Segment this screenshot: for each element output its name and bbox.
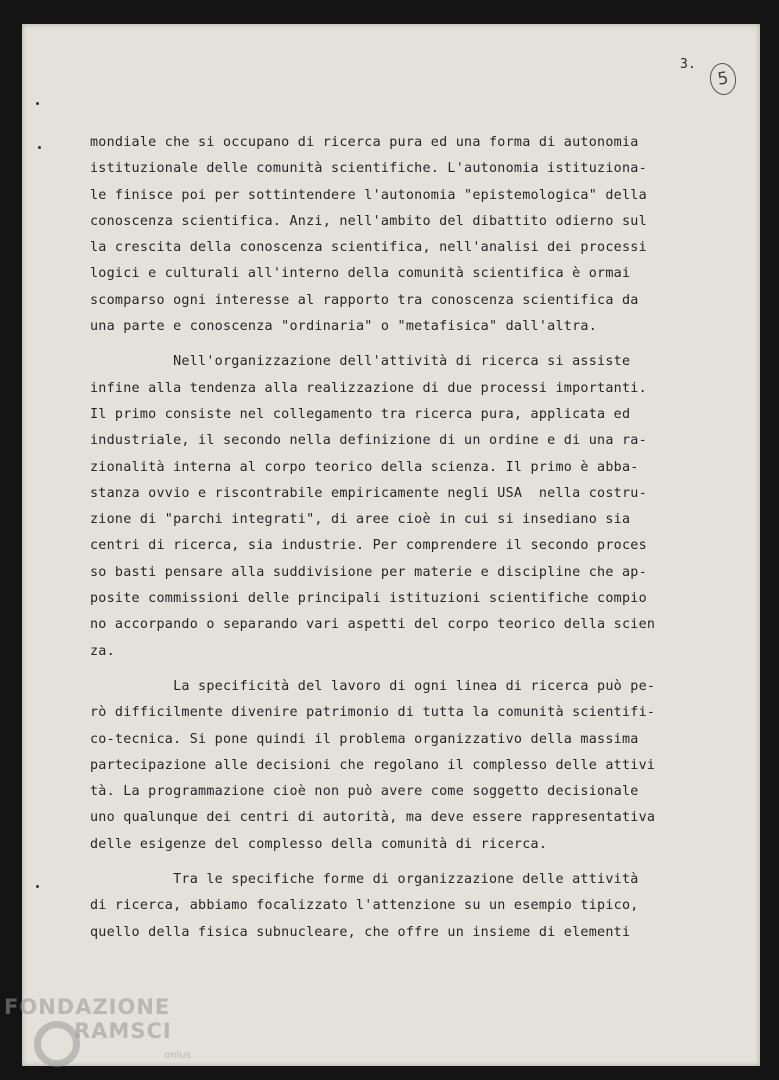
document-body [90,130,720,946]
text-line: di ricerca, abbiamo focalizzato l'attenzione su un esempio tipico, [90,898,639,914]
text-line: Il primo consiste nel collegamento tra ricerca pura, applicata ed [90,406,631,422]
paper-speck [36,102,39,105]
text-line: posite commissioni delle principali istituzioni scientifiche compio [90,591,647,607]
watermark-sub: onlus [164,1050,191,1061]
paragraph-3 [90,674,720,858]
text-line: industriale, il secondo nella definizione di un ordine e di una ra- [90,433,647,449]
text-line: zionalità interna al corpo teorico della scienza. Il primo è abba- [90,459,639,475]
text-line: partecipazione alle decisioni che regolano il complesso delle attivi [90,757,656,773]
paragraph-4 [90,867,720,946]
text-line: so basti pensare alla suddivisione per materie e discipline che ap- [90,564,647,580]
text-line: Nell'organizzazione dell'attività di ricerca si assiste [90,354,631,370]
folio-stamp: 5 [708,61,738,96]
page-number: 3. [680,57,696,72]
text-line: delle esigenze del complesso della comunità di ricerca. [90,836,548,852]
text-line: centri di ricerca, sia industrie. Per comprendere il secondo proces [90,538,647,554]
text-line: logici e culturali all'interno della comunità scientifica è ormai [90,266,631,282]
text-line: za. [90,643,115,659]
text-line: mondiale che si occupano di ricerca pura ed una forma di autonomia [90,135,639,150]
text-line: conoscenza scientifica. Anzi, nell'ambito del dibattito odierno sul [90,213,647,229]
text-line: infine alla tendenza alla realizzazione di due processi importanti. [90,380,647,396]
paper-speck [38,146,41,149]
text-line: le finisce poi per sottintendere l'autonomia "epistemologica" della [90,187,647,203]
fondazione-gramsci-watermark [4,995,204,1075]
paragraph-2 [90,349,720,665]
text-line: La specificità del lavoro di ogni linea di ricerca può pe- [90,678,656,694]
paragraph-1 [90,130,720,340]
text-line: uno qualunque dei centri di autorità, ma deve essere rappresentativa [90,810,656,826]
text-line: una parte e conoscenza "ordinaria" o "metafisica" dall'altra. [90,319,598,335]
text-line: quello della fisica subnucleare, che offre un insieme di elementi [90,924,631,940]
paper-speck [36,885,39,888]
text-line: stanza ovvio e riscontrabile empiricamente negli USA nella costru- [90,485,647,501]
text-line: no accorpando o separando vari aspetti del corpo teorico della scien [90,617,656,633]
text-line: Tra le specifiche forme di organizzazione delle attività [90,872,639,888]
text-line: scomparso ogni interesse al rapporto tra conoscenza scientifica da [90,292,639,308]
text-line: co-tecnica. Si pone quindi il problema organizzativo della massima [90,731,639,747]
watermark-line2: RAMSCI [74,1019,172,1043]
watermark-line1: FONDAZIONE [4,995,171,1019]
text-line: rò difficilmente divenire patrimonio di tutta la comunità scientifi- [90,705,656,721]
text-line: la crescita della conoscenza scientifica, nell'analisi dei processi [90,240,647,256]
text-line: istituzionale delle comunità scientifiche. L'autonomia istituziona- [90,161,647,177]
text-line: tà. La programmazione cioè non può avere come soggetto decisionale [90,784,639,800]
text-line: zione di "parchi integrati", di aree cioè in cui si insediano sia [90,512,631,528]
